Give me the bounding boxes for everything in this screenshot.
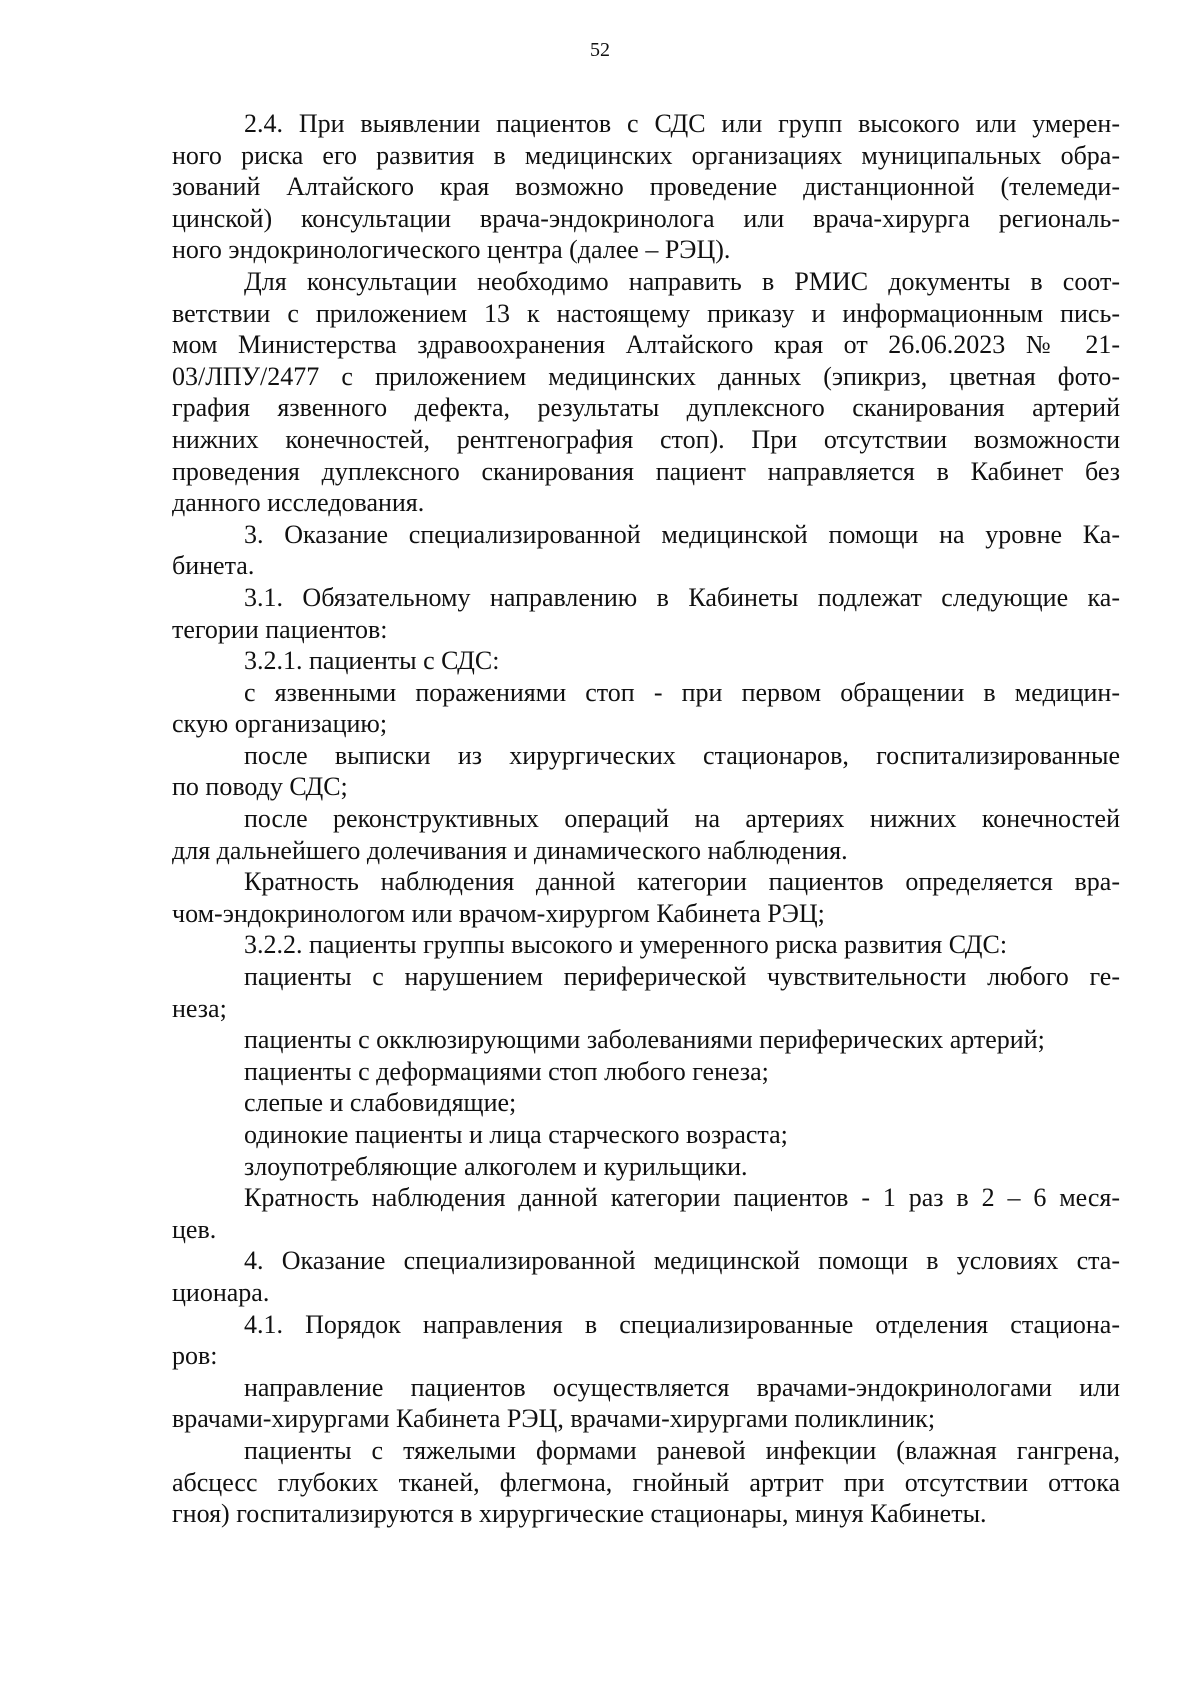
- text-line: направление пациентов осуществляется врачами-эндокринологами или: [244, 1372, 1120, 1402]
- text-line: тегории пациентов:: [172, 614, 388, 644]
- text-line: цев.: [172, 1214, 217, 1244]
- text-line: слепые и слабовидящие;: [244, 1088, 517, 1118]
- text-line: ного риска его развития в медицинских организациях муниципальных обра-: [172, 140, 1120, 170]
- text-line: врачами-хирургами Кабинета РЭЦ, врачами-хирургами поликлиник;: [172, 1404, 936, 1434]
- text-line: данного исследования.: [172, 488, 425, 518]
- text-line: 2.4. При выявлении пациентов с СДС или групп высокого или умерен-: [244, 109, 1120, 138]
- text-line: пациенты с тяжелыми формами раневой инфекции (влажная гангрена,: [244, 1435, 1120, 1465]
- text-line: пациенты с деформациями стоп любого генеза;: [244, 1056, 769, 1086]
- text-line: 4. Оказание специализированной медицинской помощи в условиях ста-: [244, 1246, 1120, 1276]
- text-line: ционара.: [172, 1277, 270, 1307]
- text-line: нижних конечностей, рентгенография стоп). При отсутствии возможности: [172, 424, 1120, 454]
- text-line: ветствии с приложением 13 к настоящему приказу и информационным пись-: [172, 298, 1120, 328]
- document-body: [172, 108, 1120, 1530]
- text-line: цинской) консультации врача-эндокринолога или врача-хирурга региональ-: [172, 203, 1120, 233]
- text-line: после выписки из хирургических стационаров, госпитализированные: [244, 740, 1120, 770]
- text-line: Кратность наблюдения данной категории пациентов определяется вра-: [244, 867, 1120, 897]
- text-line: графия язвенного дефекта, результаты дуплексного сканирования артерий: [172, 393, 1120, 423]
- text-line: бинета.: [172, 551, 255, 581]
- text-line: гноя) госпитализируются в хирургические стационары, минуя Кабинеты.: [172, 1499, 987, 1529]
- text-line: после реконструктивных операций на артериях нижних конечностей: [244, 804, 1120, 834]
- text-line: чом-эндокринологом или врачом-хирургом Кабинета РЭЦ;: [172, 898, 825, 928]
- text-line: абсцесс глубоких тканей, флегмона, гнойный артрит при отсутствии оттока: [172, 1467, 1120, 1497]
- text-line: зований Алтайского края возможно проведение дистанционной (телемеди-: [172, 172, 1120, 202]
- text-line: злоупотребляющие алкоголем и курильщики.: [244, 1151, 748, 1181]
- text-line: 03/ЛПУ/2477 с приложением медицинских данных (эпикриз, цветная фото-: [172, 361, 1120, 391]
- text-line: для дальнейшего долечивания и динамического наблюдения.: [172, 835, 848, 865]
- text-line: скую организацию;: [172, 709, 388, 739]
- text-line: пациенты с нарушением периферической чувствительности любого ге-: [244, 962, 1120, 992]
- text-line: по поводу СДС;: [172, 772, 348, 802]
- text-line: Кратность наблюдения данной категории пациентов - 1 раз в 2 – 6 меся-: [244, 1183, 1120, 1213]
- text-line: 4.1. Порядок направления в специализированные отделения стациона-: [244, 1309, 1120, 1339]
- text-line: неза;: [172, 993, 227, 1023]
- page-number: 52: [590, 39, 610, 61]
- text-line: ров:: [172, 1341, 218, 1371]
- text-line: пациенты с окклюзирующими заболеваниями периферических артерий;: [244, 1025, 1045, 1055]
- text-line: 3.1. Обязательному направлению в Кабинеты подлежат следующие ка-: [244, 582, 1120, 612]
- text-line: одинокие пациенты и лица старческого возраста;: [244, 1120, 788, 1149]
- text-line: 3. Оказание специализированной медицинской помощи на уровне Ка-: [244, 519, 1120, 549]
- text-line: ного эндокринологического центра (далее – РЭЦ).: [172, 235, 731, 265]
- text-line: Для консультации необходимо направить в РМИС документы в соот-: [244, 266, 1120, 296]
- text-line: с язвенными поражениями стоп - при первом обращении в медицин-: [244, 677, 1120, 707]
- text-line: проведения дуплексного сканирования пациент направляется в Кабинет без: [172, 456, 1120, 486]
- text-line: 3.2.1. пациенты с СДС:: [244, 646, 500, 676]
- text-line: мом Министерства здравоохранения Алтайского края от 26.06.2023 № 21-: [172, 330, 1120, 360]
- text-line: 3.2.2. пациенты группы высокого и умеренного риска развития СДС:: [244, 930, 1008, 960]
